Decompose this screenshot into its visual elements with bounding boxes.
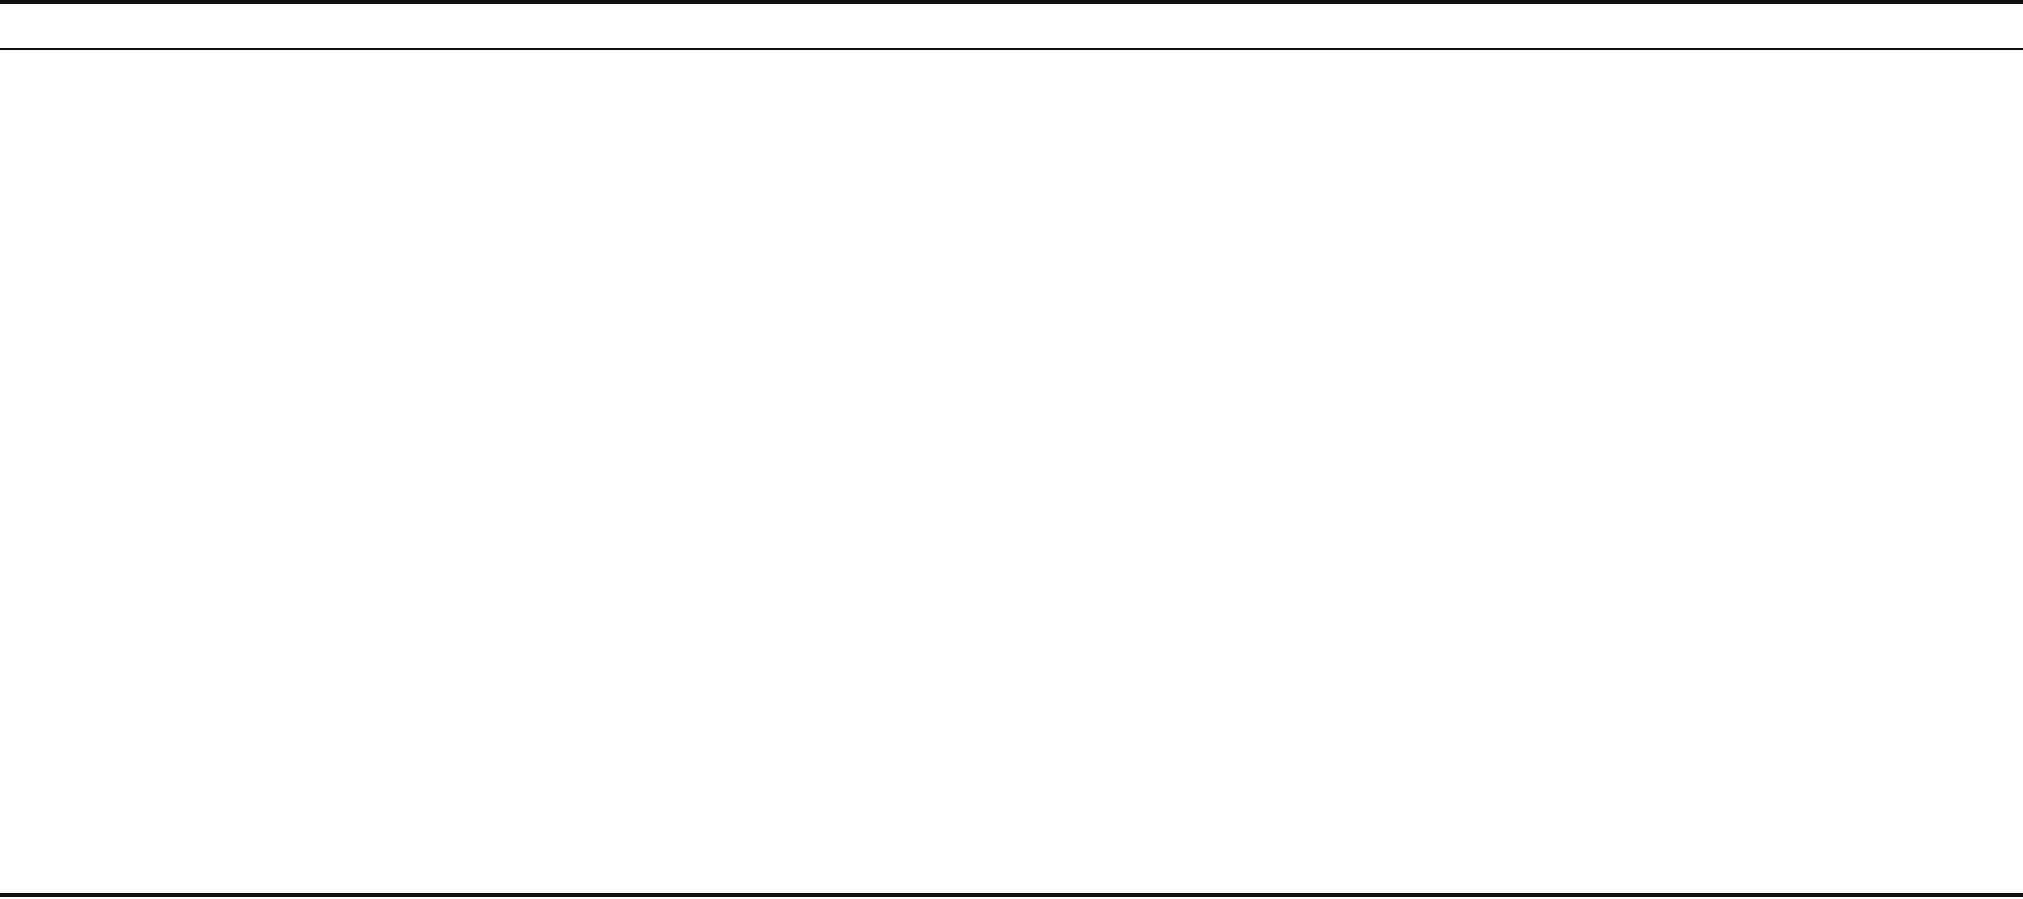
table-top-rule xyxy=(0,0,2023,4)
table-bottom-rule xyxy=(0,893,2023,897)
table-header-rule xyxy=(0,48,2023,50)
